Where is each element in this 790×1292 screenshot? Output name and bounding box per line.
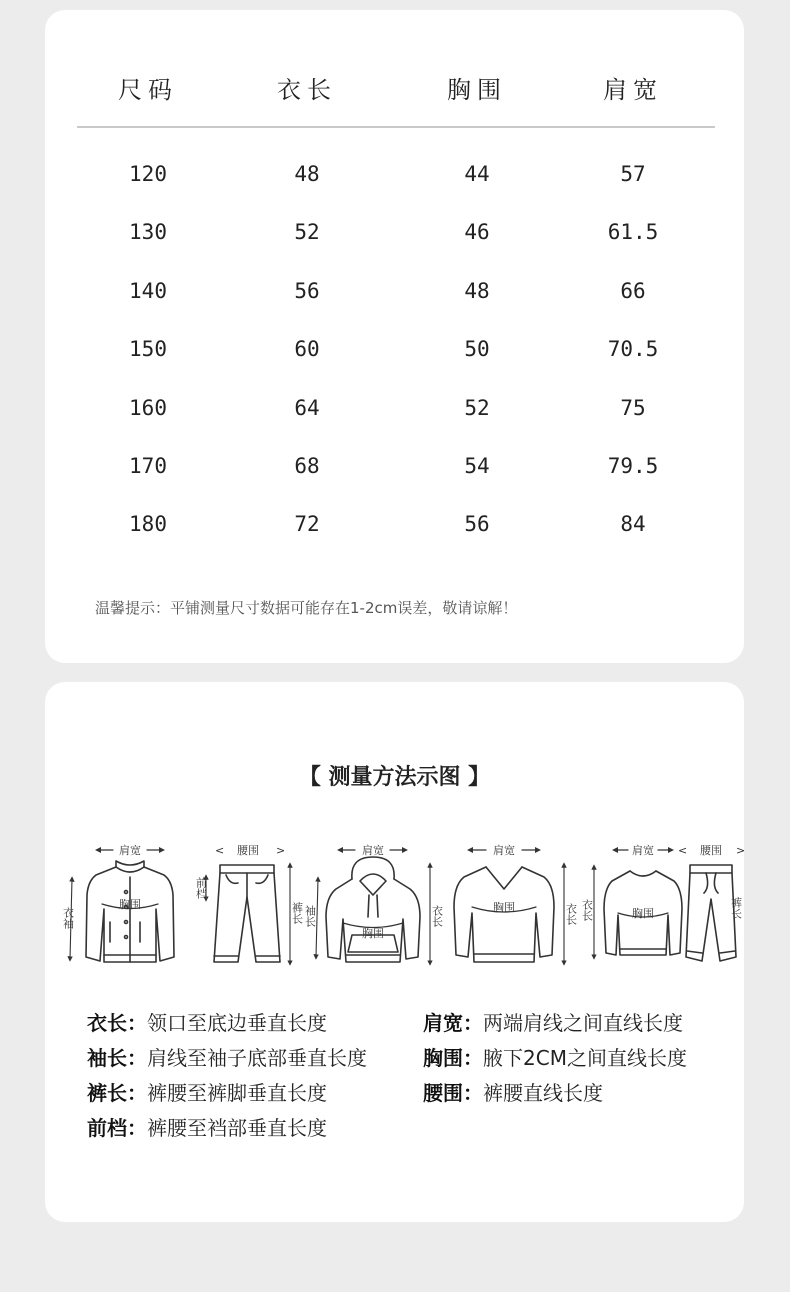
cell-length: 60 (294, 337, 320, 362)
cell-size: 160 (129, 395, 167, 420)
jeans-length-label: 裤长 (290, 902, 304, 924)
hoodie-length-label: 衣长 (430, 905, 444, 927)
cell-size: 140 (129, 278, 167, 303)
table-header (45, 70, 744, 110)
jeans-waist-label: 腰围 (237, 844, 259, 857)
tolerance-note: 温馨提示：平铺测量尺寸数据可能存在1-2cm误差，敬请谅解！ (95, 599, 518, 617)
measure-method-card (45, 682, 744, 1222)
cell-shoulder: 66 (620, 278, 646, 303)
sweater-length-label: 衣长 (564, 903, 578, 925)
cell-shoulder: 75 (620, 395, 646, 420)
set-illustration (581, 843, 746, 961)
hoodie-chest-label: 胸围 (362, 927, 384, 940)
header-divider (77, 126, 715, 128)
cell-shoulder: 70.5 (607, 337, 659, 362)
table-row (45, 396, 744, 454)
cell-length: 52 (294, 220, 320, 245)
cell-size: 150 (129, 337, 167, 362)
cell-length: 48 (294, 162, 320, 186)
legend-value: 两端肩线之间直线长度 (483, 1011, 683, 1035)
cell-chest: 48 (464, 278, 490, 303)
table-row (45, 512, 744, 570)
jacket-illustration (62, 843, 175, 962)
sweater-illustration (454, 843, 578, 963)
set-chest-label: 胸围 (632, 907, 654, 920)
table-body (45, 162, 744, 571)
svg-text:>: > (276, 844, 286, 857)
hoodie-sleeve-label: 袖长 (303, 905, 317, 927)
header-size: 尺码 (118, 76, 178, 104)
set-shoulder-label: 肩宽 (632, 844, 654, 857)
legend-value: 裤腰直线长度 (483, 1081, 603, 1105)
cell-shoulder: 84 (620, 512, 646, 537)
legend-key: 裤长： (87, 1081, 147, 1105)
cell-chest: 54 (464, 453, 490, 478)
hoodie-illustration (304, 843, 444, 963)
cell-shoulder: 61.5 (607, 220, 659, 245)
table-row (45, 220, 744, 278)
garment-illustrations (60, 837, 746, 977)
size-table-card (45, 10, 744, 663)
legend-item (87, 1042, 367, 1071)
legend-item (87, 1007, 327, 1036)
legend-key: 肩宽： (423, 1011, 483, 1035)
measure-title: 【 测量方法示图 】 (298, 765, 491, 790)
cell-size: 120 (129, 162, 167, 186)
jacket-chest-label: 胸围 (119, 898, 141, 911)
svg-text:>: > (736, 844, 746, 857)
legend-item (87, 1077, 327, 1106)
sweater-shoulder-label: 肩宽 (493, 844, 515, 857)
cell-length: 72 (294, 512, 320, 537)
legend-value: 腋下2CM之间直线长度 (483, 1046, 687, 1070)
table-row (45, 454, 744, 512)
set-pants-length-label: 裤长 (729, 897, 743, 919)
set-length-label: 衣长 (580, 899, 594, 921)
legend-item (423, 1042, 687, 1071)
sweater-chest-label: 胸围 (493, 901, 515, 914)
legend-item (423, 1007, 683, 1036)
svg-text:<: < (215, 844, 225, 857)
set-pants-length (730, 896, 743, 920)
cell-size: 180 (129, 512, 167, 537)
legend-value: 裤腰至裆部垂直长度 (147, 1116, 327, 1140)
set-waist-label: 腰围 (700, 844, 722, 857)
jacket-sleeve-label: 衣袖 (61, 907, 75, 929)
legend-value: 裤腰至裤脚垂直长度 (147, 1081, 327, 1105)
table-row (45, 162, 744, 220)
cell-length: 64 (294, 395, 320, 420)
header-length: 衣长 (277, 76, 337, 104)
table-row (45, 337, 744, 395)
jacket-shoulder-label: 肩宽 (119, 844, 141, 857)
legend-key: 腰围： (423, 1081, 483, 1105)
header-shoulder: 肩宽 (603, 76, 663, 104)
legend-key: 胸围： (423, 1046, 483, 1070)
cell-chest: 52 (464, 395, 490, 420)
legend-key: 衣长： (87, 1011, 147, 1035)
cell-chest: 56 (464, 512, 490, 537)
legend-value: 领口至底边垂直长度 (147, 1011, 327, 1035)
cell-length: 68 (294, 453, 320, 478)
legend-key: 前档： (87, 1116, 147, 1140)
jeans-rise-label: 前档 (194, 877, 208, 899)
cell-shoulder: 79.5 (607, 453, 659, 478)
legend-value: 肩线至袖子底部垂直长度 (147, 1046, 367, 1070)
header-chest: 胸围 (447, 76, 507, 104)
table-row (45, 279, 744, 337)
cell-chest: 44 (464, 162, 490, 186)
svg-text:<: < (678, 844, 688, 857)
cell-chest: 46 (464, 220, 490, 245)
cell-length: 56 (294, 278, 320, 303)
cell-chest: 50 (464, 337, 490, 362)
cell-size: 170 (129, 453, 167, 478)
legend-item (87, 1112, 327, 1141)
cell-shoulder: 57 (620, 162, 646, 186)
jeans-illustration (195, 844, 304, 963)
hoodie-shoulder-label: 肩宽 (362, 844, 384, 857)
legend-item (423, 1077, 603, 1106)
cell-size: 130 (129, 220, 167, 245)
legend-key: 袖长： (87, 1046, 147, 1070)
